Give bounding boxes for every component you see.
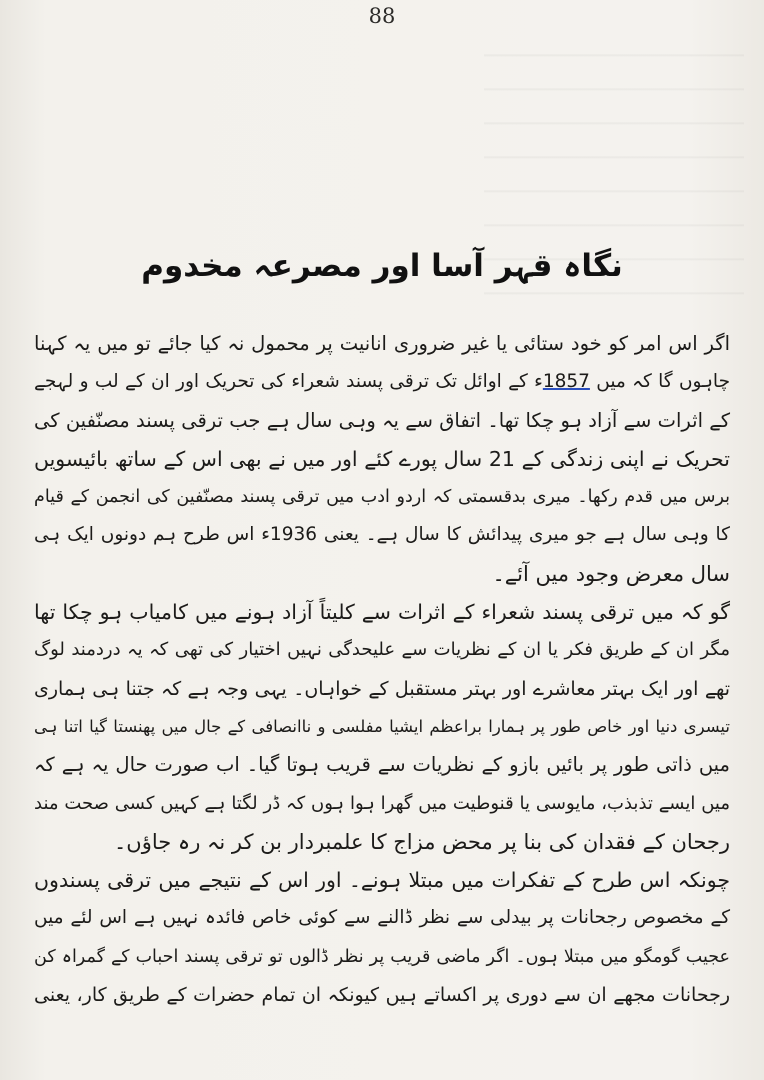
- body-text: [34, 325, 730, 1014]
- text-line: تحریک نے اپنی زندگی کے 21 سال پورے کئے اور میں نے بھی اس کے ساتھ بائیسویں: [34, 446, 730, 471]
- text-line: سال معرض وجود میں آئے۔: [492, 561, 730, 586]
- text-line: چاہوں گا کہ میں 1857ء کے اوائل تک ترقی پسند شعراء کی تحریک اور ان کے لب و لہجے: [34, 371, 730, 393]
- text-line: تھے اور ایک بہتر معاشرے اور بہتر مستقبل کے خواہاں۔ یہی وجہ ہے کہ جتنا ہی ہماری: [34, 677, 730, 700]
- text-line: کا وہی سال ہے جو میری پیدائش کا سال ہے۔ یعنی 1936ء اس طرح ہم دونوں ایک ہی: [34, 524, 730, 546]
- text-line: تیسری دنیا اور خاص طور پر ہمارا براعظم ایشیا مفلسی و ناانصافی کے جال میں پھنستا گیا اتنا ہی: [34, 716, 730, 736]
- chapter-title: نگاہ قہر آسا اور مصرعہ مخدوم: [141, 248, 623, 284]
- text-line: عجیب گومگو میں مبتلا ہوں۔ اگر ماضی قریب پر نظر ڈالوں تو ترقی پسند احباب کے گمراہ کن: [34, 946, 730, 967]
- text-line: میں ایسے تذبذب، مایوسی یا قنوطیت میں گھرا ہوا ہوں کہ ڈر لگتا ہے کہیں کسی صحت مند: [34, 792, 730, 814]
- page-number: 88: [368, 4, 396, 28]
- text-line: اگر اس امر کو خود ستائی یا غیر ضروری انانیت پر محمول نہ کیا جائے تو میں یہ کہنا: [34, 332, 730, 355]
- underlined-year: 1857: [542, 371, 590, 393]
- text-line: مگر ان کے طریق فکر یا ان کے نظریات سے علیحدگی نہیں اختیار کی تھی کہ یہ دردمند لوگ: [34, 639, 730, 661]
- text-line: رجحانات مجھے ان سے دوری پر اکساتے ہیں کیونکہ ان تمام حضرات کے طریق کار، یعنی: [34, 984, 730, 1007]
- text-line: برس میں قدم رکھا۔ میری بدقسمتی کہ اردو ادب میں ترقی پسند مصنّفین کی انجمن کے قیام: [34, 487, 730, 508]
- text-line: چونکہ اس طرح کے تفکرات میں مبتلا ہونے۔ اور اس کے نتیجے میں ترقی پسندوں: [34, 868, 730, 893]
- text-line: میں ذاتی طور پر بائیں بازو کے نظریات سے قریب ہوتا گیا۔ اب صورت حال یہ ہے کہ: [34, 753, 730, 777]
- text-line: کے مخصوص رجحانات پر بیدلی سے نظر ڈالنے سے کوئی خاص فائدہ نہیں ہے اس لئے میں: [34, 907, 730, 929]
- text-line: کے اثرات سے آزاد ہو چکا تھا۔ اتفاق سے یہ وہی سال ہے جب ترقی پسند مصنّفین کی: [34, 408, 730, 432]
- text-line: رجحان کے فقدان کی بنا پر محض مزاج کا علمبردار بن کر نہ رہ جاؤں۔: [114, 829, 730, 854]
- text-line: گو کہ میں ترقی پسند شعراء کے اثرات سے کلیتاً آزاد ہونے میں کامیاب ہو چکا تھا: [34, 600, 730, 625]
